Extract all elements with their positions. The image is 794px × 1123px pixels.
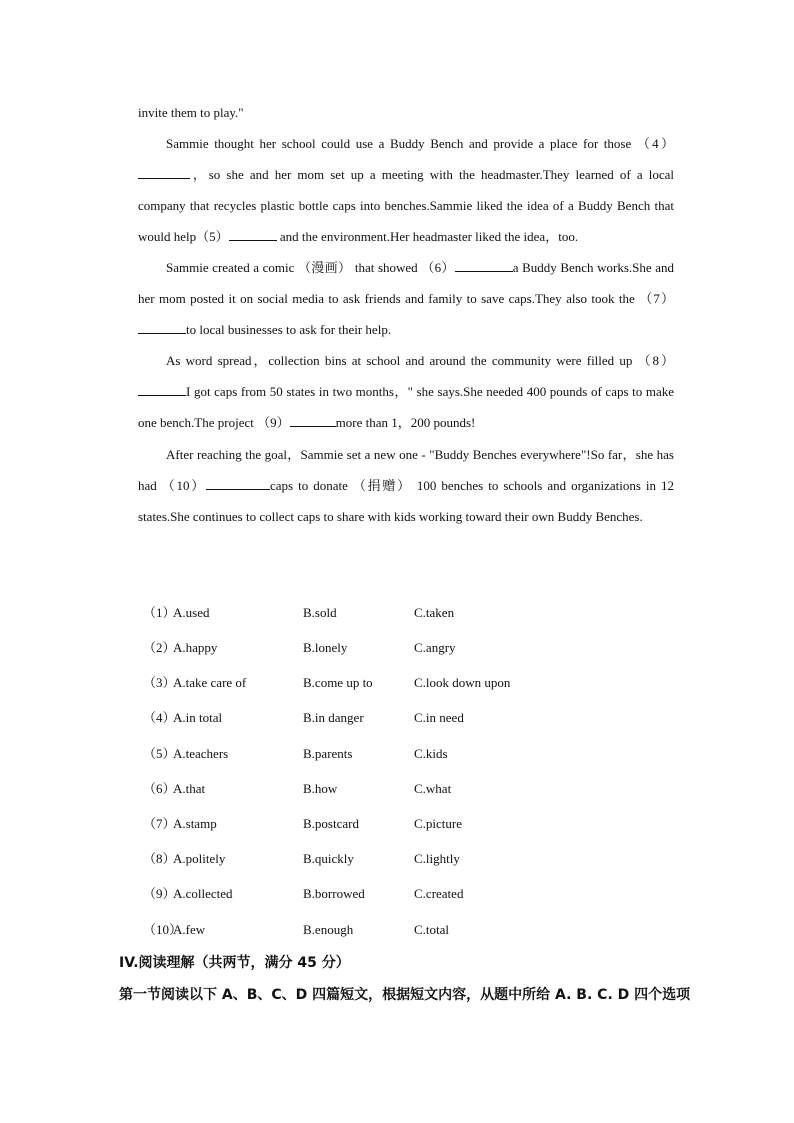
passage-text: to local businesses to ask for their help. [186,322,392,337]
passage-text: I got caps from 50 states in two months，" she says.She needed 400 pounds of caps to make one bench.The project （9） [138,384,674,430]
passage-text: Sammie thought her school could use a Buddy Bench and provide a place for those （4） [166,136,674,151]
option-a: A.in total [173,710,223,725]
question-number: （1） [143,605,176,620]
option-a: A.that [173,781,206,796]
passage-text: Sammie created a comic （漫画） that showed （6） [166,260,455,275]
option-c: C.picture [414,816,463,831]
question-number: （3） [143,675,176,690]
question-number: （8） [143,851,176,866]
passage-text: As word spread，collection bins at school and around the community were filled up （8） [166,353,674,368]
option-c: C.total [414,922,450,937]
option-row-6 [143,779,663,799]
option-b: B.postcard [303,816,359,831]
option-b: B.quickly [303,851,354,866]
option-b: B.come up to [303,675,373,690]
answer-blank-8 [138,382,186,396]
option-a: A.politely [173,851,226,866]
option-row-7 [143,814,663,834]
option-row-9 [143,884,663,904]
option-row-4 [143,708,663,728]
option-c: C.what [414,781,452,796]
section-instruction: 第一节阅读以下 A、B、C、D 四篇短文，根据短文内容，从题中所给 A. B. C. D 四个选项 [119,987,691,1003]
passage-line-0 [138,97,674,128]
option-a: A.happy [173,640,218,655]
option-c: C.look down upon [414,675,511,690]
passage-paragraph-1 [138,128,674,252]
passage-text: more than 1，200 pounds! [335,415,476,430]
option-c: C.in need [414,710,464,725]
answer-blank-6 [455,258,513,272]
option-b: B.enough [303,922,354,937]
option-b: B.how [303,781,338,796]
answer-blank-5 [229,227,277,241]
passage-paragraph-2 [138,252,674,345]
passage-text: caps to donate （捐赠） 100 benches to schools and organizations in 12 states.She continues to collect caps to share with kids working toward their own Buddy Benches. [138,478,674,524]
answer-blank-4 [138,165,190,179]
option-c: C.angry [414,640,456,655]
passage-text: After reaching the goal，Sammie set a new one - "Buddy Benches everywhere"!So far，she has had （10） [138,447,674,493]
option-row-2 [143,638,663,658]
option-c: C.lightly [414,851,460,866]
option-a: A.take care of [173,675,247,690]
question-number: （4） [143,710,176,725]
option-a: A.collected [173,886,233,901]
question-number: （10） [143,922,183,937]
answer-blank-9 [290,413,336,427]
option-b: B.lonely [303,640,348,655]
option-b: B.borrowed [303,886,365,901]
option-a: A.stamp [173,816,217,831]
option-c: C.taken [414,605,455,620]
question-number: （5） [143,746,176,761]
passage-text: and the environment.Her headmaster liked the idea，too. [276,229,579,244]
option-row-10 [143,920,663,940]
passage-paragraph-3 [138,345,674,438]
passage-text: ，so she and her mom set up a meeting with the headmaster.They learned of a local company that recycles plastic bottle caps into benches.Sammie liked the idea of a Buddy Bench that would help（5） [138,167,674,244]
answer-blank-10 [206,476,270,490]
answer-blank-7 [138,320,186,334]
question-number: （9） [143,886,176,901]
option-row-8 [143,849,663,869]
option-a: A.few [173,922,206,937]
option-c: C.created [414,886,464,901]
passage-paragraph-4 [138,439,674,532]
option-row-1 [143,603,663,623]
passage-text: invite them to play." [138,105,244,120]
question-number: （6） [143,781,176,796]
section-heading: IV.阅读理解（共两节，满分 45 分） [119,955,350,971]
option-c: C.kids [414,746,448,761]
option-a: A.used [173,605,210,620]
option-a: A.teachers [173,746,229,761]
option-row-5 [143,744,663,764]
option-b: B.parents [303,746,353,761]
option-b: B.sold [303,605,337,620]
option-b: B.in danger [303,710,364,725]
question-number: （7） [143,816,176,831]
option-row-3 [143,673,663,693]
question-number: （2） [143,640,176,655]
passage-text: a Buddy Bench works.She and her mom posted it on social media to ask friends and family to save caps.They also took the （7） [138,260,674,306]
